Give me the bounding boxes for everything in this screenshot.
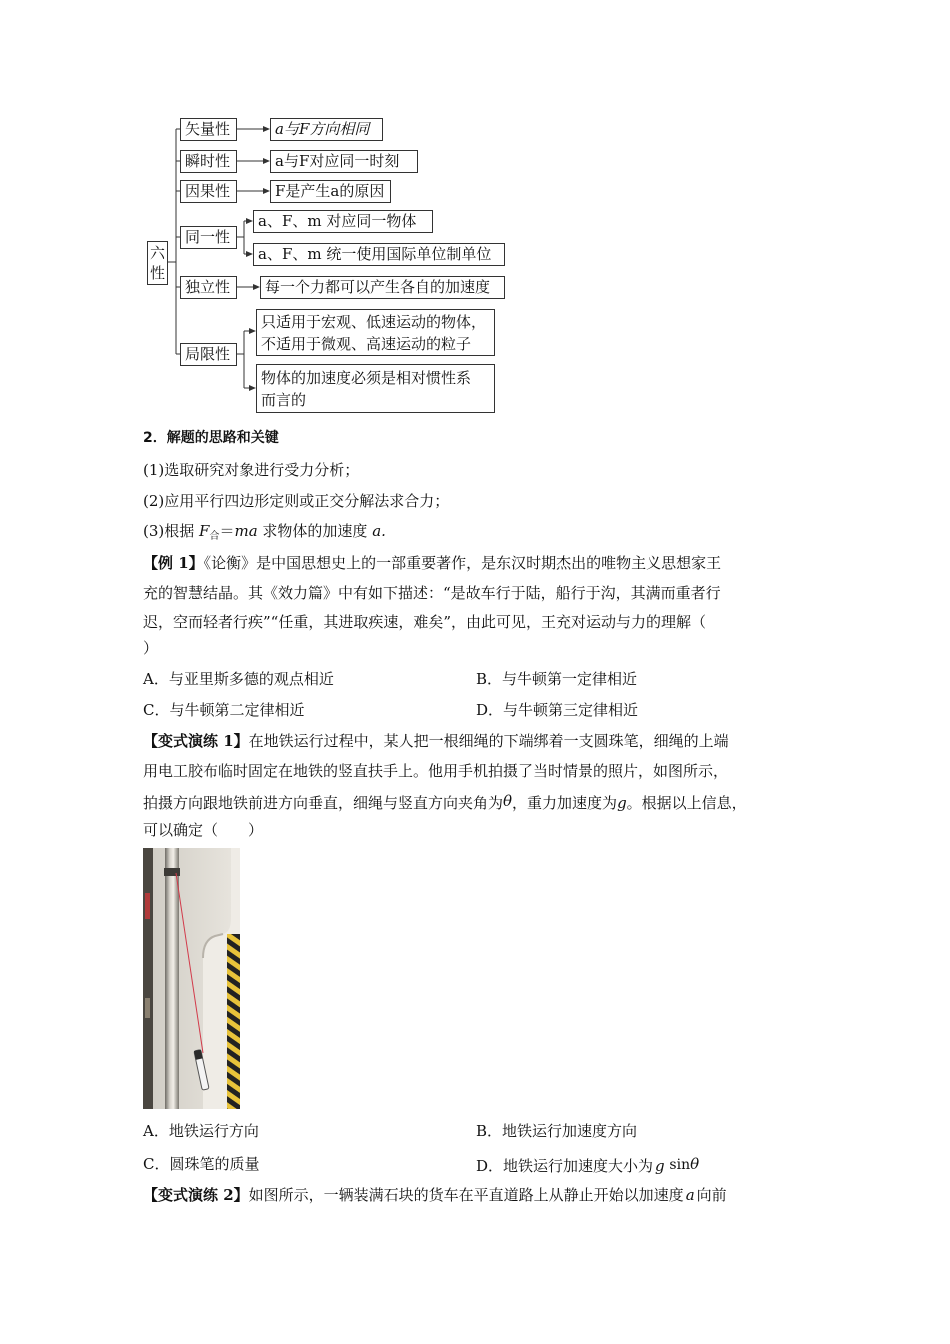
node-limitation: 局限性 xyxy=(180,343,237,366)
example1-line4: ） xyxy=(143,639,159,657)
detail-instantaneity: a与F对应同一时刻 xyxy=(270,150,418,173)
variant1-option-b: B．地铁运行加速度方向 xyxy=(476,1122,638,1140)
detail-sameness-1: a、F、m 对应同一物体 xyxy=(253,210,433,233)
example1-option-a: A．与亚里斯多德的观点相近 xyxy=(143,670,334,688)
variant2-tag: 【变式演练 2】 xyxy=(143,1186,249,1204)
subway-handrail-photo xyxy=(143,848,240,1109)
detail-causality: F是产生a的原因 xyxy=(270,180,391,203)
section2-step3: (3)根据 $F_合=ma$ 求物体的加速度 a. xyxy=(143,522,386,542)
section2-heading: 2．解题的思路和关键 xyxy=(143,430,279,446)
variant1-option-c: C．圆珠笔的质量 xyxy=(143,1155,260,1173)
node-independence: 独立性 xyxy=(180,276,237,299)
node-instantaneity: 瞬时性 xyxy=(180,150,237,173)
example1-option-d: D．与牛顿第三定律相近 xyxy=(476,701,639,719)
variant1-line3: 拍摄方向跟地铁前进方向垂直，细绳与竖直方向夹角为θ，重力加速度为g。根据以上信息， xyxy=(143,792,747,812)
example1-line2: 充的智慧结晶。其《效力篇》中有如下描述：“是故车行于陆，船行于沟，其满而重者行 xyxy=(143,584,721,602)
root-six-properties: 六性 xyxy=(147,241,168,285)
detail-limitation-2: 物体的加速度必须是相对惯性系 而言的 xyxy=(256,364,495,413)
detail-independence: 每一个力都可以产生各自的加速度 xyxy=(260,276,505,299)
detail-sameness-2: a、F、m 统一使用国际单位制单位 xyxy=(253,243,505,266)
variant1-line2: 用电工胶布临时固定在地铁的竖直扶手上。他用手机拍摄了当时情景的照片，如图所示， xyxy=(143,762,729,780)
variant1-line1: 【变式演练 1】在地铁运行过程中，某人把一根细绳的下端绑着一支圆珠笔，细绳的上端 xyxy=(143,732,729,750)
section2-step1: (1)选取研究对象进行受力分析； xyxy=(143,461,360,479)
node-causality: 因果性 xyxy=(180,180,237,203)
example1-line3: 迟，空而轻者行疾”“任重，其进取疾速，难矣”，由此可见，王充对运动与力的理解（ xyxy=(143,613,707,631)
example1-tag: 【例 1】 xyxy=(143,554,204,572)
variant1-line4: 可以确定（ ） xyxy=(143,821,264,839)
variant1-option-a: A．地铁运行方向 xyxy=(143,1122,259,1140)
subway-photo-illustration xyxy=(143,848,240,1109)
detail-vector: a与F方向相同 xyxy=(270,118,383,141)
variant1-tag: 【变式演练 1】 xyxy=(143,732,249,750)
example1-line1: 【例 1】《论衡》是中国思想史上的一部重要著作，是东汉时期杰出的唯物主义思想家王 xyxy=(143,554,722,572)
detail-limitation-1: 只适用于宏观、低速运动的物体， 不适用于微观、高速运动的粒子 xyxy=(256,309,495,356)
variant2-line1: 【变式演练 2】如图所示，一辆装满石块的货车在平直道路上从静止开始以加速度 a 向前 xyxy=(143,1186,727,1204)
example1-option-b: B．与牛顿第一定律相近 xyxy=(476,670,638,688)
example1-option-c: C．与牛顿第二定律相近 xyxy=(143,701,305,719)
section2-step2: (2)应用平行四边形定则或正交分解法求合力； xyxy=(143,492,450,510)
variant1-option-d: D．地铁运行加速度大小为 g sinθ xyxy=(476,1155,700,1175)
six-properties-diagram-lines xyxy=(0,0,950,420)
node-sameness: 同一性 xyxy=(180,226,237,249)
node-vector: 矢量性 xyxy=(180,118,237,141)
